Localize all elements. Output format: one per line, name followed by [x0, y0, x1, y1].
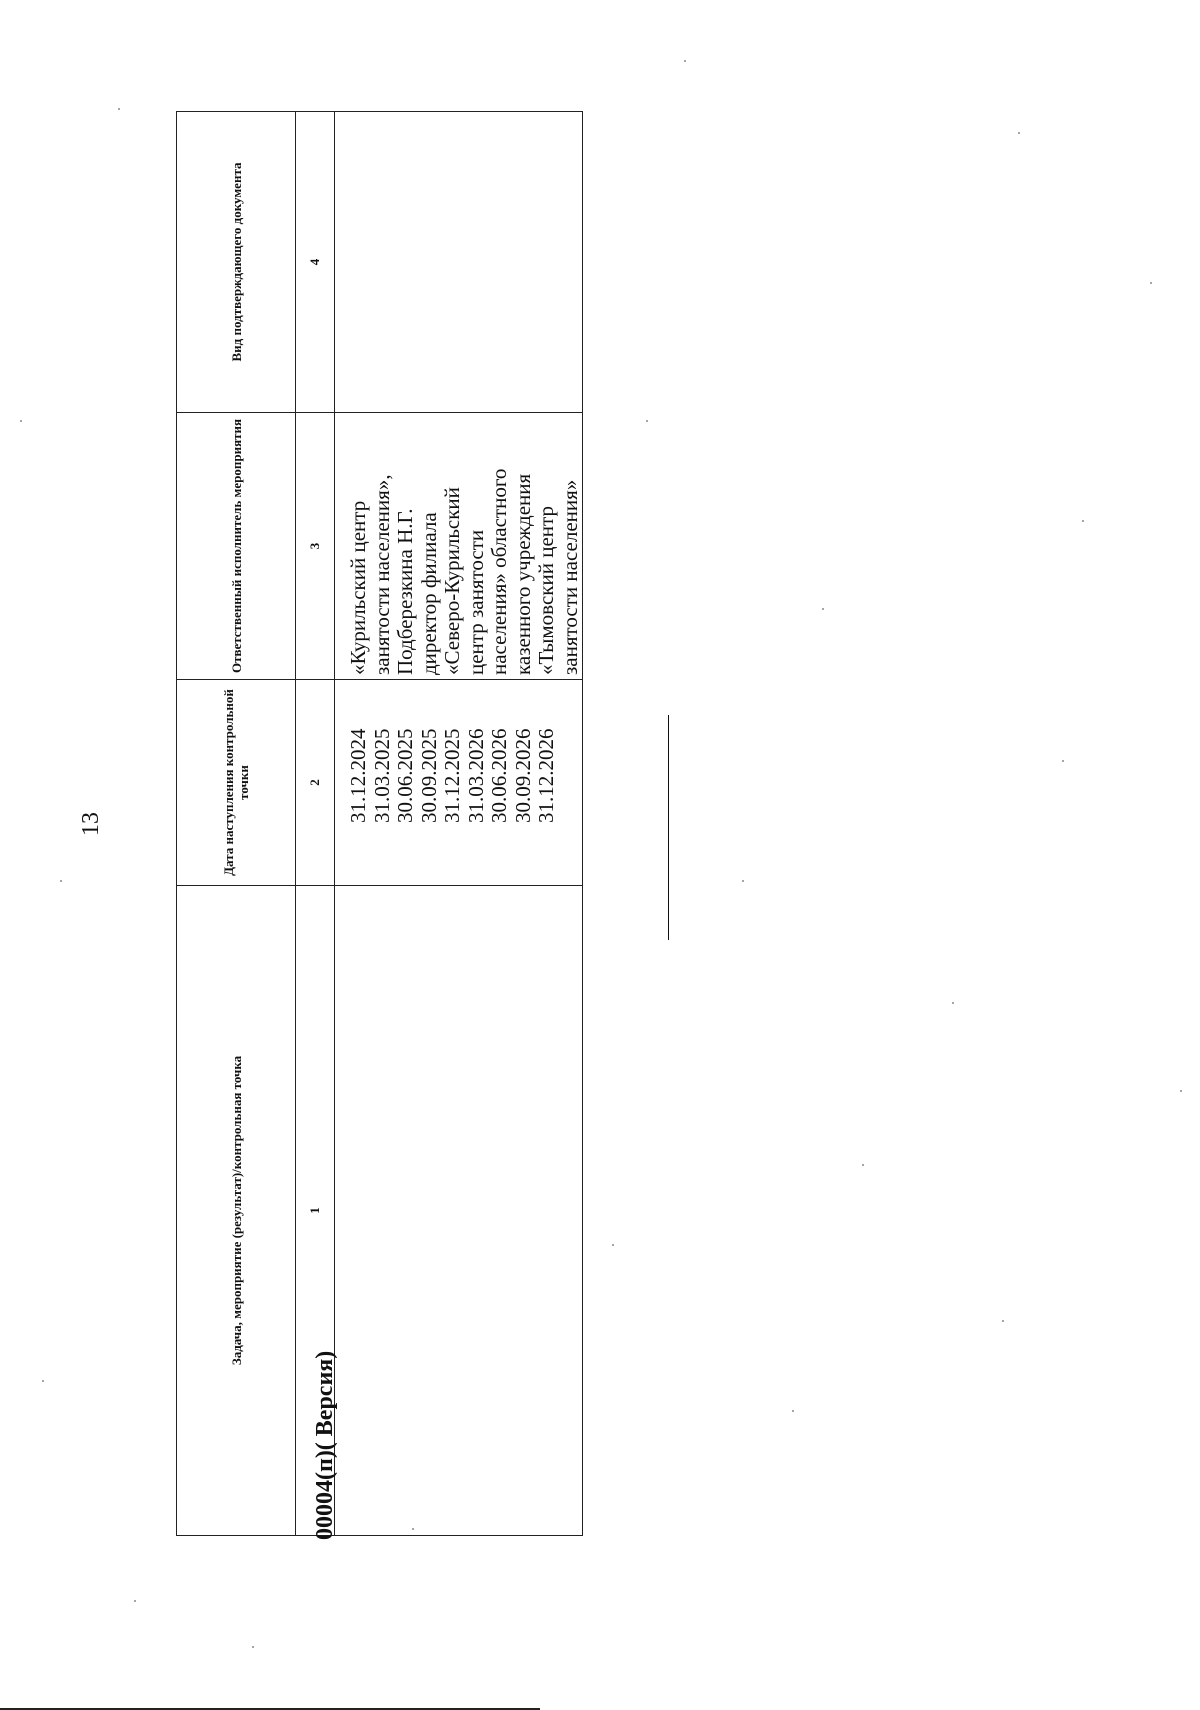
scan-speck	[412, 1528, 414, 1530]
dates-cell	[335, 680, 583, 886]
scan-speck	[1002, 1320, 1004, 1322]
scan-speck	[646, 420, 648, 422]
control-points-table	[176, 111, 583, 1536]
column-number: 1	[296, 886, 335, 1536]
footer-version-code: 00004(п)( Версия)	[312, 1350, 338, 1540]
header-document: Вид подтверждающего документа	[177, 112, 296, 413]
date-item: 30.09.2025	[416, 728, 441, 823]
scan-speck	[118, 108, 120, 110]
executor-line: Подберезкина Н.Г.	[393, 508, 417, 675]
scan-speck	[612, 1244, 614, 1246]
date-item: 31.03.2025	[369, 728, 394, 823]
scan-speck	[1150, 282, 1152, 284]
executor-line: «Курильский центр	[346, 500, 370, 675]
executor-line: центр занятости	[463, 529, 488, 675]
task-cell	[335, 886, 583, 1536]
scan-speck	[20, 420, 22, 422]
scan-speck	[684, 60, 686, 62]
executor-line: «Тымовский центр	[534, 506, 558, 675]
table-row	[335, 112, 583, 1536]
header-task: Задача, мероприятие (результат)/контрольная точка	[177, 886, 296, 1536]
table-header-row	[177, 112, 296, 1536]
column-number-row	[296, 112, 335, 1536]
scan-speck	[60, 880, 62, 882]
executor-cell	[335, 413, 583, 680]
scan-speck	[252, 1646, 254, 1648]
page-number: 13	[78, 812, 104, 836]
scan-speck	[134, 1600, 136, 1602]
date-item: 31.12.2025	[440, 728, 464, 823]
header-executor: Ответственный исполнитель мероприятия	[177, 413, 296, 680]
date-item: 30.09.2026	[510, 728, 535, 823]
executor-line: директор филиала	[416, 512, 441, 675]
date-item: 31.03.2026	[463, 728, 488, 823]
column-number: 2	[296, 680, 335, 886]
executor-line: занятости населения»	[557, 479, 582, 675]
header-date: Дата наступления контрольной точки	[177, 680, 296, 886]
scan-speck	[862, 1164, 864, 1166]
date-item: 31.12.2026	[534, 728, 558, 823]
scan-speck	[742, 880, 744, 882]
scan-speck	[952, 1002, 954, 1004]
executor-line: населения» областного	[487, 468, 511, 675]
column-number: 4	[296, 112, 335, 413]
date-item: 30.06.2026	[487, 728, 511, 823]
scan-speck	[1062, 760, 1064, 762]
scan-speck	[1082, 520, 1084, 522]
separator-line	[668, 715, 669, 940]
scan-speck	[792, 1410, 794, 1412]
scan-speck	[1018, 132, 1020, 134]
document-cell	[335, 112, 583, 413]
scan-speck	[42, 1380, 44, 1382]
date-item: 31.12.2024	[346, 728, 370, 823]
executor-line: казенного учреждения	[510, 473, 535, 675]
column-number: 3	[296, 413, 335, 680]
executor-line: «Северо-Курильский	[440, 487, 464, 675]
date-item: 30.06.2025	[393, 728, 417, 823]
scan-speck	[1180, 1090, 1182, 1092]
scan-speck	[822, 608, 824, 610]
executor-line: занятости населения»,	[369, 474, 394, 675]
